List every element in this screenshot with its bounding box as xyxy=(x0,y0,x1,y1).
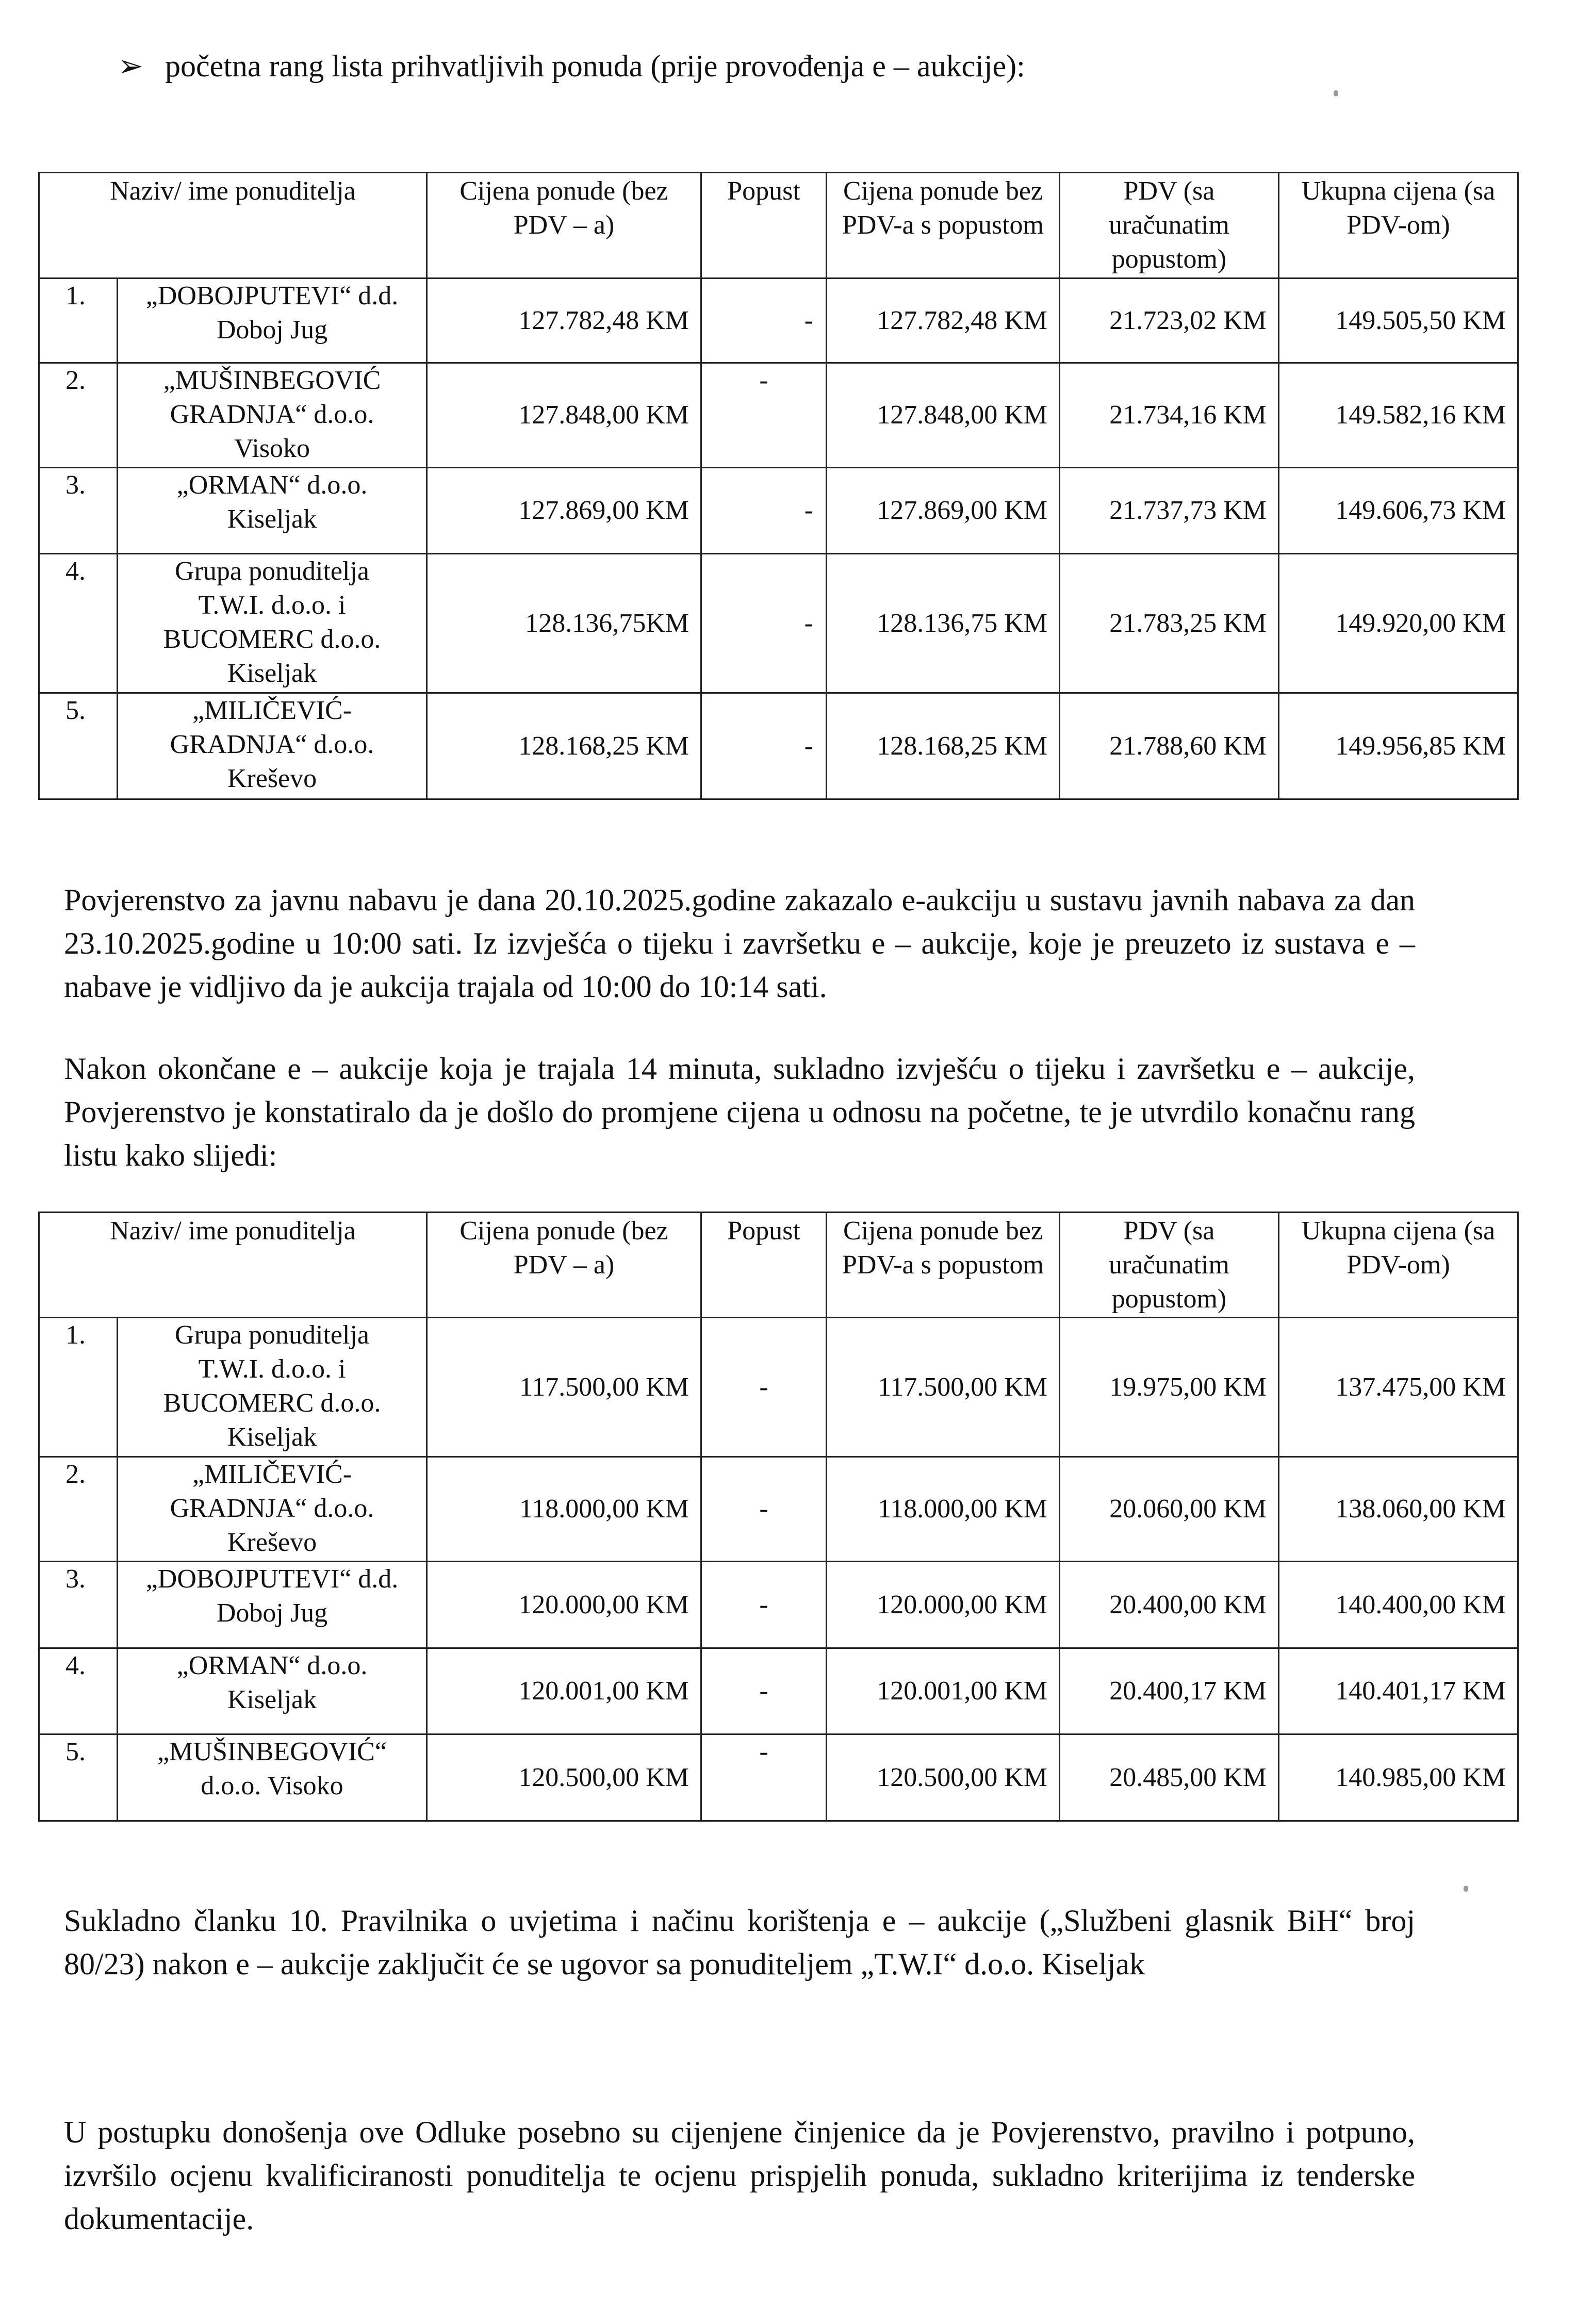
bidder-name-line: GRADNJA“ d.o.o. xyxy=(170,1494,374,1523)
row-number: 1. xyxy=(39,279,118,363)
final-rank-table xyxy=(38,1212,1519,1822)
header-discount: Popust xyxy=(701,1213,827,1318)
total-cell: 138.060,00 KM xyxy=(1279,1457,1518,1562)
header-name: Naziv/ ime ponuditelja xyxy=(39,1213,427,1318)
bidder-name-line: Kiseljak xyxy=(227,1422,317,1452)
header-price: Cijena ponude (bez PDV – a) xyxy=(427,1213,701,1318)
price-cell: 128.168,25 KM xyxy=(427,693,701,799)
header-total: Ukupna cijena (sa PDV-om) xyxy=(1279,1213,1518,1318)
bidder-name xyxy=(118,1318,427,1457)
table-row xyxy=(39,1734,1518,1821)
discount-cell: - xyxy=(701,1318,827,1457)
row-number: 2. xyxy=(39,363,118,468)
price-cell: 127.869,00 KM xyxy=(427,468,701,554)
table-header-row xyxy=(39,1213,1518,1318)
heading-text: početna rang lista prihvatljivih ponuda (prije provođenja e – aukcije): xyxy=(165,49,1025,83)
total-cell: 149.606,73 KM xyxy=(1279,468,1518,554)
bidder-name-line: Kreševo xyxy=(227,764,317,793)
price-discount-cell: 120.001,00 KM xyxy=(827,1648,1060,1734)
bidder-name-line: „ORMAN“ d.o.o. xyxy=(176,1651,368,1680)
table-header-row xyxy=(39,173,1518,279)
table-row xyxy=(39,1562,1518,1648)
bidder-name xyxy=(118,554,427,693)
bidder-name-line: „DOBOJPUTEVI“ d.d. xyxy=(145,1564,399,1594)
price-cell: 120.001,00 KM xyxy=(427,1648,701,1734)
vat-cell: 19.975,00 KM xyxy=(1060,1318,1279,1457)
total-cell: 149.920,00 KM xyxy=(1279,554,1518,693)
total-cell: 140.400,00 KM xyxy=(1279,1562,1518,1648)
bidder-name xyxy=(118,1562,427,1648)
discount-cell: - xyxy=(701,279,827,363)
bidder-name xyxy=(118,363,427,468)
vat-cell: 21.734,16 KM xyxy=(1060,363,1279,468)
scan-speck xyxy=(1464,1886,1468,1892)
discount-cell: - xyxy=(701,1457,827,1562)
paragraph-decision: U postupku donošenja ove Odluke posebno su cijenjene činjenice da je Povjerenstvo, pravilno i potpuno, izvršilo ocjenu kvalificiranosti ponuditelja te ocjenu prispjelih ponuda, sukladno kriterijima iz tenderske dokumentacije. xyxy=(64,2115,1415,2236)
bidder-name-line: Doboj Jug xyxy=(216,315,328,345)
paragraph-contract: Sukladno članku 10. Pravilnika o uvjetima i načinu korištenja e – aukcije („Službeni glasnik BiH“ broj 80/23) nakon e – aukcije zaključit će se ugovor sa ponuditeljem „T.W.I“ d.o.o. Kiseljak xyxy=(64,1904,1415,1981)
row-number: 3. xyxy=(39,1562,118,1648)
row-number: 5. xyxy=(39,1734,118,1821)
row-number: 2. xyxy=(39,1457,118,1562)
bidder-name-line: „MUŠINBEGOVIĆ xyxy=(163,366,381,395)
bidder-name xyxy=(118,468,427,554)
discount-cell: - xyxy=(701,1562,827,1648)
bidder-name xyxy=(118,1734,427,1821)
paragraph-auction-result: Nakon okončane e – aukcije koja je trajala 14 minuta, sukladno izvješću o tijeku i završetku e – aukcije, Povjerenstvo je konstatiralo da je došlo do promjene cijena u odnosu na početne, te je utvrdilo konačnu rang listu kako slijedi: xyxy=(64,1052,1415,1172)
total-cell: 149.956,85 KM xyxy=(1279,693,1518,799)
scan-speck xyxy=(1334,90,1338,96)
table-row xyxy=(39,693,1518,799)
price-discount-cell: 128.136,75 KM xyxy=(827,554,1060,693)
vat-cell: 21.737,73 KM xyxy=(1060,468,1279,554)
vat-cell: 21.723,02 KM xyxy=(1060,279,1279,363)
row-number: 3. xyxy=(39,468,118,554)
discount-cell: - xyxy=(701,468,827,554)
header-discount: Popust xyxy=(701,173,827,279)
initial-rank-table xyxy=(38,172,1519,800)
price-discount-cell: 120.000,00 KM xyxy=(827,1562,1060,1648)
bidder-name-line: Visoko xyxy=(234,434,310,463)
bidder-name xyxy=(118,693,427,799)
bidder-name-line: Grupa ponuditelja xyxy=(175,557,369,586)
total-cell: 149.505,50 KM xyxy=(1279,279,1518,363)
row-number: 5. xyxy=(39,693,118,799)
vat-cell: 20.400,00 KM xyxy=(1060,1562,1279,1648)
bidder-name-line: „MUŠINBEGOVIĆ“ xyxy=(157,1737,387,1766)
header-total: Ukupna cijena (sa PDV-om) xyxy=(1279,173,1518,279)
header-price-discount: Cijena ponude bez PDV-a s popustom xyxy=(827,1213,1060,1318)
bidder-name-line: Doboj Jug xyxy=(216,1598,328,1628)
vat-cell: 20.485,00 KM xyxy=(1060,1734,1279,1821)
table-row xyxy=(39,1318,1518,1457)
total-cell: 140.985,00 KM xyxy=(1279,1734,1518,1821)
bidder-name-line: T.W.I. d.o.o. i xyxy=(198,591,346,620)
row-number: 1. xyxy=(39,1318,118,1457)
bidder-name xyxy=(118,1457,427,1562)
header-name: Naziv/ ime ponuditelja xyxy=(39,173,427,279)
price-discount-cell: 118.000,00 KM xyxy=(827,1457,1060,1562)
price-cell: 127.782,48 KM xyxy=(427,279,701,363)
paragraph-auction-schedule: Povjerenstvo za javnu nabavu je dana 20.10.2025.godine zakazalo e-aukciju u sustavu javnih nabava za dan 23.10.2025.godine u 10:00 sati. Iz izvješća o tijeku i završetku e – aukcije, koje je preuzeto iz sustava e – nabave je vidljivo da je aukcija trajala od 10:00 do 10:14 sati. xyxy=(64,883,1415,1004)
table-row xyxy=(39,363,1518,468)
table-row xyxy=(39,1457,1518,1562)
bidder-name-line: BUCOMERC d.o.o. xyxy=(163,625,381,654)
bidder-name-line: d.o.o. Visoko xyxy=(201,1771,343,1801)
bidder-name xyxy=(118,1648,427,1734)
table-row xyxy=(39,279,1518,363)
price-cell: 127.848,00 KM xyxy=(427,363,701,468)
bidder-name-line: „ORMAN“ d.o.o. xyxy=(176,470,368,500)
total-cell: 149.582,16 KM xyxy=(1279,363,1518,468)
price-discount-cell: 127.848,00 KM xyxy=(827,363,1060,468)
bidder-name-line: Grupa ponuditelja xyxy=(175,1320,369,1350)
vat-cell: 20.400,17 KM xyxy=(1060,1648,1279,1734)
bidder-name-line: „DOBOJPUTEVI“ d.d. xyxy=(145,281,399,310)
discount-cell: - xyxy=(701,554,827,693)
bidder-name-line: Kreševo xyxy=(227,1528,317,1557)
total-cell: 137.475,00 KM xyxy=(1279,1318,1518,1457)
table-row xyxy=(39,1648,1518,1734)
price-cell: 117.500,00 KM xyxy=(427,1318,701,1457)
discount-cell: - xyxy=(701,1734,827,1821)
bidder-name-line: „MILIČEVIĆ- xyxy=(192,1460,352,1489)
header-vat: PDV (sa uračunatim popustom) xyxy=(1060,173,1279,279)
discount-cell: - xyxy=(701,363,827,468)
price-discount-cell: 127.782,48 KM xyxy=(827,279,1060,363)
price-cell: 128.136,75KM xyxy=(427,554,701,693)
vat-cell: 21.788,60 KM xyxy=(1060,693,1279,799)
discount-cell: - xyxy=(701,693,827,799)
vat-cell: 20.060,00 KM xyxy=(1060,1457,1279,1562)
header-price: Cijena ponude (bez PDV – a) xyxy=(427,173,701,279)
discount-cell: - xyxy=(701,1648,827,1734)
price-discount-cell: 127.869,00 KM xyxy=(827,468,1060,554)
section-heading xyxy=(118,47,1025,85)
price-cell: 120.500,00 KM xyxy=(427,1734,701,1821)
bidder-name-line: „MILIČEVIĆ- xyxy=(192,696,352,725)
bidder-name-line: Kiseljak xyxy=(227,659,317,688)
price-discount-cell: 128.168,25 KM xyxy=(827,693,1060,799)
row-number: 4. xyxy=(39,554,118,693)
bidder-name-line: Kiseljak xyxy=(227,1685,317,1714)
price-cell: 118.000,00 KM xyxy=(427,1457,701,1562)
price-cell: 120.000,00 KM xyxy=(427,1562,701,1648)
bidder-name-line: BUCOMERC d.o.o. xyxy=(163,1388,381,1418)
table-row xyxy=(39,554,1518,693)
vat-cell: 21.783,25 KM xyxy=(1060,554,1279,693)
price-discount-cell: 120.500,00 KM xyxy=(827,1734,1060,1821)
bidder-name-line: T.W.I. d.o.o. i xyxy=(198,1354,346,1384)
bidder-name-line: Kiseljak xyxy=(227,504,317,534)
total-cell: 140.401,17 KM xyxy=(1279,1648,1518,1734)
bidder-name-line: GRADNJA“ d.o.o. xyxy=(170,400,374,429)
bidder-name xyxy=(118,279,427,363)
header-vat: PDV (sa uračunatim popustom) xyxy=(1060,1213,1279,1318)
price-discount-cell: 117.500,00 KM xyxy=(827,1318,1060,1457)
bidder-name-line: GRADNJA“ d.o.o. xyxy=(170,730,374,759)
arrow-bullet-icon: ➢ xyxy=(118,49,144,83)
table-row xyxy=(39,468,1518,554)
header-price-discount: Cijena ponude bez PDV-a s popustom xyxy=(827,173,1060,279)
row-number: 4. xyxy=(39,1648,118,1734)
